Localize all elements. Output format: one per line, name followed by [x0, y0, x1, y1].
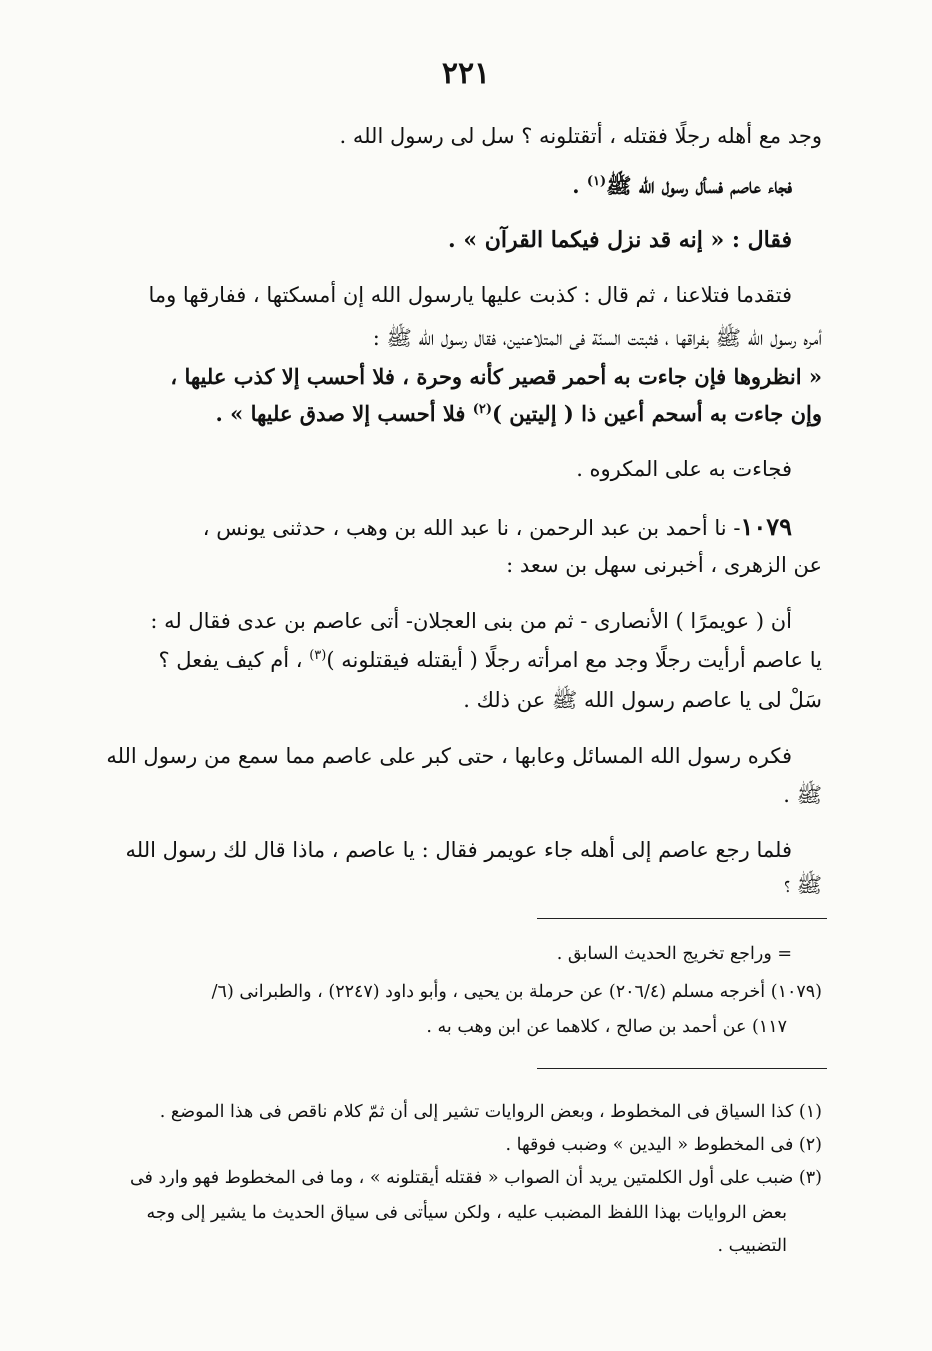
text-line: « انظروها فإن جاءت به أحمر قصير كأنه وحرة ، فلا أحسب إلا كذب عليها ، — [170, 364, 822, 389]
text-line: أمره رسول الله ﷺ بفراقها ، فثبتت السنّة فى المتلاعنين، فقال رسول الله ﷺ : — [372, 326, 822, 350]
text-line: فكره رسول الله المسائل وعابها ، حتى كبر على عاصم مما سمع من رسول الله — [106, 744, 792, 768]
takhrij-line: ١١٧) عن أحمد بن صالح ، كلاهما عن ابن وهب به . — [426, 1017, 787, 1037]
takhrij-line: = وراجع تخريج الحديث السابق . — [556, 944, 792, 964]
text-line — [203, 512, 792, 541]
footnote-3: (٣) ضبب على أول الكلمتين يريد أن الصواب « فقتله أيقتلونه » ، وما فى المخطوط فهو وارد فى — [129, 1168, 822, 1188]
text-line: أن ( عويمرًا ) الأنصارى - ثم من بنى العجلان- أتى عاصم بن عدى فقال له : — [150, 609, 792, 633]
text-line: فتقدما فتلاعنا ، ثم قال : كذبت عليها يارسول الله إن أمسكتها ، ففارقها وما — [148, 283, 792, 307]
footnote-ref: (٢) — [472, 402, 493, 417]
text-line: سَلْ لى يا عاصم رسول الله ﷺ عن ذلك . — [463, 688, 822, 712]
footnote-ref: (١) — [586, 174, 607, 189]
text-span: . — [572, 173, 587, 198]
text-line: ﷺ . — [783, 783, 822, 807]
separator-rule — [537, 918, 827, 919]
text-line: عن الزهرى ، أخبرنى سهل بن سعد : — [506, 553, 822, 577]
text-span: فجاء عاصم فسأل رسول الله ﷺ — [606, 173, 792, 198]
separator-rule — [537, 1068, 827, 1069]
footnote-3-continuation: بعض الروايات بهذا اللفظ المضبب عليه ، ولكن سيأتى فى سياق الحديث ما يشير إلى وجه — [146, 1203, 787, 1223]
text-line: وجد مع أهله رجلًا فقتله ، أتقتلونه ؟ سل لى رسول الله . — [339, 124, 822, 148]
text-span: فلا أحسب إلا صدق عليها » . — [215, 401, 473, 426]
footnote-1: (١) كذا السياق فى المخطوط ، وبعض الروايات تشير إلى أن ثمّ كلام ناقص فى هذا الموضع . — [159, 1102, 822, 1122]
footnote-3-continuation: التضبيب . — [717, 1236, 787, 1256]
text-line — [572, 173, 792, 204]
text-span: ، أم كيف يفعل ؟ — [158, 648, 310, 672]
text-span: وإن جاءت به أسحم أعين ذا ( إليتين ) — [492, 401, 822, 426]
text-line — [158, 648, 822, 672]
footnote-ref: (٣) — [309, 648, 327, 663]
text-span: يا عاصم أرأيت رجلًا وجد مع امرأته رجلًا ( أيقتله فيقتلونه ) — [326, 648, 822, 672]
page-number: ٢٢١ — [441, 56, 491, 91]
text-line: فجاءت به على المكروه . — [576, 457, 792, 481]
hadith-number: ١٠٧٩ — [740, 512, 792, 541]
text-line — [216, 401, 822, 426]
footnote-2: (٢) فى المخطوط « اليدين » وضبب فوقها . — [505, 1135, 822, 1155]
takhrij-line: (١٠٧٩) أخرجه مسلم (٢٠٦/٤) عن حرملة بن يحيى ، وأبو داود (٢٢٤٧) ، والطبرانى (٦/ — [211, 982, 822, 1002]
text-line: ﷺ ؟ — [784, 873, 822, 897]
text-line: فقال : « إنه قد نزل فيكما القرآن » . — [448, 227, 792, 253]
text-line: فلما رجع عاصم إلى أهله جاء عويمر فقال : يا عاصم ، ماذا قال لك رسول الله — [125, 838, 792, 862]
text-span: - نا أحمد بن عبد الرحمن ، نا عبد الله بن وهب ، حدثنى يونس ، — [202, 516, 741, 540]
